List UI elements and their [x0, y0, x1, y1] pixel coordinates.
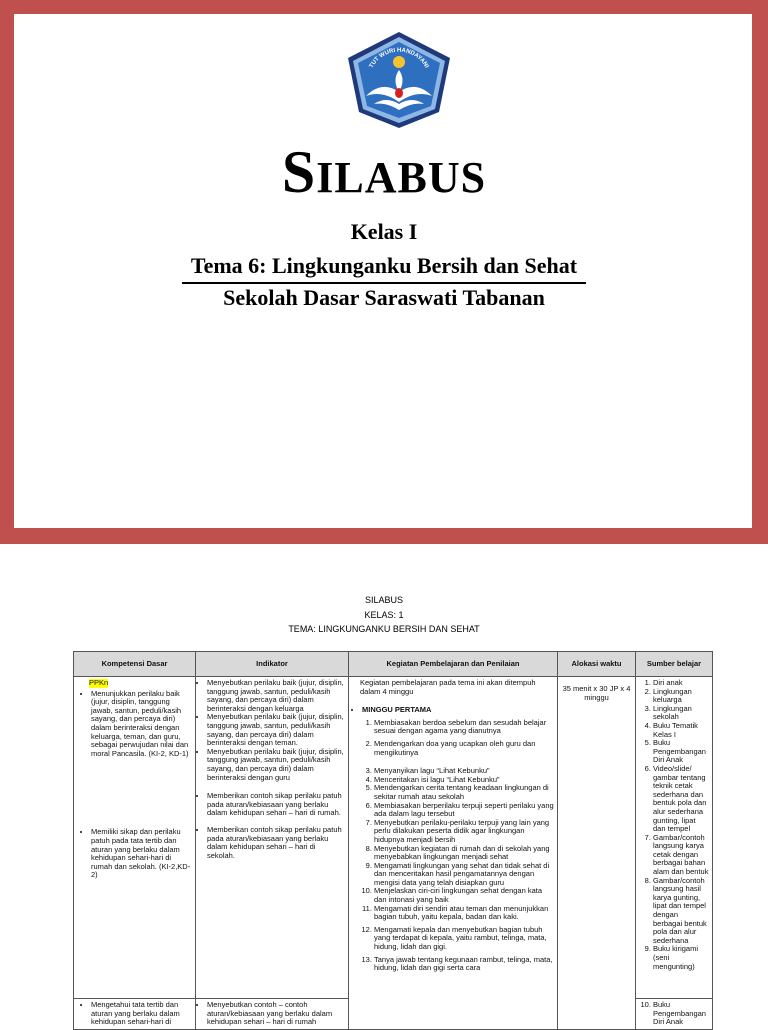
- list-item: 5. Buku Pengembangan Diri Anak: [653, 739, 709, 765]
- col-header: Sumber belajar: [636, 652, 713, 677]
- list-item: • Menyebutkan contoh – contoh aturan/kebiasaan yang berlaku dalam kehidupan sehari – hari di rumah: [207, 1001, 345, 1027]
- sumber-cell: [636, 999, 713, 1030]
- table-row: [74, 677, 713, 999]
- cover-title: SILABUS: [281, 139, 487, 205]
- title-underline: [182, 282, 586, 284]
- list-item: 10. Menjelaskan ciri-ciri lingkungan sehat dengan kata dan intonasi yang baik: [374, 887, 554, 904]
- list-item: 8. Menyebutkan kegiatan di rumah dan di sekolah yang menyebabkan lingkungan menjadi sehat: [374, 845, 554, 862]
- syllabus-heading: SILABUS: [364, 595, 404, 605]
- source-list: [639, 679, 709, 971]
- list-item: 12. Mengamati kepala dan menyebutkan bagian tubuh yang terdapat di kepala, yaitu rambut, telinga, mata, hidung, lidah dan gigi.: [374, 926, 554, 952]
- list-item: 6. Membiasakan berperilaku terpuji seperti perilaku yang ada dalam lagu tersebut: [374, 802, 554, 819]
- kegiatan-cell: [349, 677, 558, 1030]
- list-item: 4. Buku Tematik Kelas I: [653, 722, 709, 739]
- table-header-row: [74, 652, 713, 677]
- list-item: 6. Video/slide/ gambar tentang teknik cetak sederhana dan bentuk pola dan alur sederhana gunting, lipat dan tempel: [653, 765, 709, 834]
- alokasi-cell: [558, 677, 636, 1030]
- kd-cell: [74, 999, 196, 1030]
- list-item: • Menunjukkan perilaku baik (jujur, disiplin, tanggung jawab, santun, peduli/kasih sayang, dan percaya diri) dalam berinteraksi dengan keluarga, teman, dan guru, sebagai perwujudan nilai dan moral Pancasila. (KI-2, KD-1): [91, 690, 192, 759]
- list-item: • Memiliki sikap dan perilaku patuh pada tata tertib dan aturan yang berlaku dalam kehidupan sehari-hari di rumah dan sekolah. (KI-2,KD-2): [91, 828, 192, 880]
- list-item: 10. Buku Pengembangan Diri Anak: [653, 1001, 709, 1027]
- syllabus-table: [73, 651, 713, 1030]
- syllabus-class: KELAS: 1: [364, 610, 404, 620]
- list-item: 5. Mendengarkan cerita tentang keadaan lingkungan di sekitar rumah atau sekolah: [374, 784, 554, 801]
- list-item: • Menyebutkan perilaku baik (jujur, disiplin, tanggung jawab, santun, peduli/kasih sayang, dan percaya diri) dalam berinteraksi dengan keluarga: [207, 679, 345, 713]
- list-item: 4. Menceritakan isi lagu “Lihat Kebunku”: [374, 776, 554, 785]
- activity-list: [352, 719, 554, 973]
- list-item: • Memberikan contoh sikap perilaku patuh pada aturan/kebiasaan yang berlaku dalam kehidupan sehari – hari di rumah.: [207, 792, 345, 818]
- list-item: 1. Membiasakan berdoa sebelum dan sesudah belajar sesuai dengan agama yang dianutnya: [374, 719, 554, 736]
- list-item: 2. Lingkungan keluarga: [653, 688, 709, 705]
- list-item: 7. Menyebutkan perilaku-perilaku terpuji yang lain yang perlu dilakukan peserta didik agar lingkungan hidupnya menjadi bersih: [374, 819, 554, 845]
- indikator-cell: [196, 677, 349, 999]
- col-header: Indikator: [196, 652, 349, 677]
- list-item: 1. Diri anak: [653, 679, 709, 688]
- list-item: 13. Tanya jawab tentang kegunaan rambut, telinga, mata, hidung, lidah dan gigi serta cara: [374, 956, 554, 973]
- kd-cell: [74, 677, 196, 999]
- cover-kelas: Kelas I: [350, 219, 418, 244]
- cover-school: Sekolah Dasar Saraswati Tabanan: [223, 285, 545, 310]
- list-item: • Menyebutkan perilaku baik (jujur, disiplin, tanggung jawab, santun, peduli/kasih sayang, dan percaya diri) dalam berinteraksi dengan guru: [207, 748, 345, 782]
- time-allocation: 35 menit x 30 JP x 4 minggu: [562, 684, 631, 702]
- list-item: • Menyebutkan perilaku baik (jujur, disiplin, tanggung jawab, santun, peduli/kasih sayang, dan percaya diri) dalam berinteraksi dengan teman.: [207, 713, 345, 747]
- sumber-cell: [636, 677, 713, 999]
- col-header: Alokasi waktu: [558, 652, 636, 677]
- col-header: Kegiatan Pembelajaran dan Penilaian: [349, 652, 558, 677]
- list-item: 3. Menyanyikan lagu “Lihat Kebunku”: [374, 767, 554, 776]
- kegiatan-intro: Kegiatan pembelajaran pada tema ini akan ditempuh dalam 4 minggu: [360, 678, 536, 696]
- list-item: • Mengetahui tata tertib dan aturan yang berlaku dalam kehidupan sehari-hari di: [91, 1001, 192, 1027]
- list-item: 7. Gambar/contoh langsung karya cetak dengan berbagai bahan alam dan bentuk: [653, 834, 709, 877]
- list-item: 11. Mengamati diri sendiri atau teman dan menunjukkan bagian tubuh, yaitu kepala, badan dan kaki.: [374, 905, 554, 922]
- list-item: • Memberikan contoh sikap perilaku patuh pada aturan/kebiasaan yang berlaku dalam kehidupan sehari – hari di sekolah.: [207, 826, 345, 860]
- list-item: 3. Lingkungan sekolah: [653, 705, 709, 722]
- col-header: Kompetensi Dasar: [74, 652, 196, 677]
- subject-label: PPKn: [89, 678, 109, 687]
- list-item: 2. Mendengarkan doa yang ucapkan oleh guru dan mengikutinya: [374, 740, 554, 757]
- svg-text:TUT WURI HANDAYANI: TUT WURI HANDAYANI: [368, 47, 430, 70]
- indikator-cell: [196, 999, 349, 1030]
- list-item: 8. Gambar/contoh langsung hasil karya gunting, lipat dan tempel dengan berbagai bentuk pola dan alur sederhana: [653, 877, 709, 946]
- syllabus-theme: TEMA: LINGKUNGANKU BERSIH DAN SEHAT: [288, 624, 480, 634]
- list-item: 9. Buku kirigami (seni mengunting): [653, 945, 709, 971]
- tut-wuri-handayani-logo: [344, 30, 454, 130]
- cover-tema: Tema 6: Lingkunganku Bersih dan Sehat: [190, 253, 578, 278]
- list-item: 9. Mengamati lingkungan yang sehat dan tidak sehat di dan menceritakan hasil pengamatannya dengan mengisi data yang telah disiapkan guru: [374, 862, 554, 888]
- week-label: • MINGGU PERTAMA: [362, 706, 554, 715]
